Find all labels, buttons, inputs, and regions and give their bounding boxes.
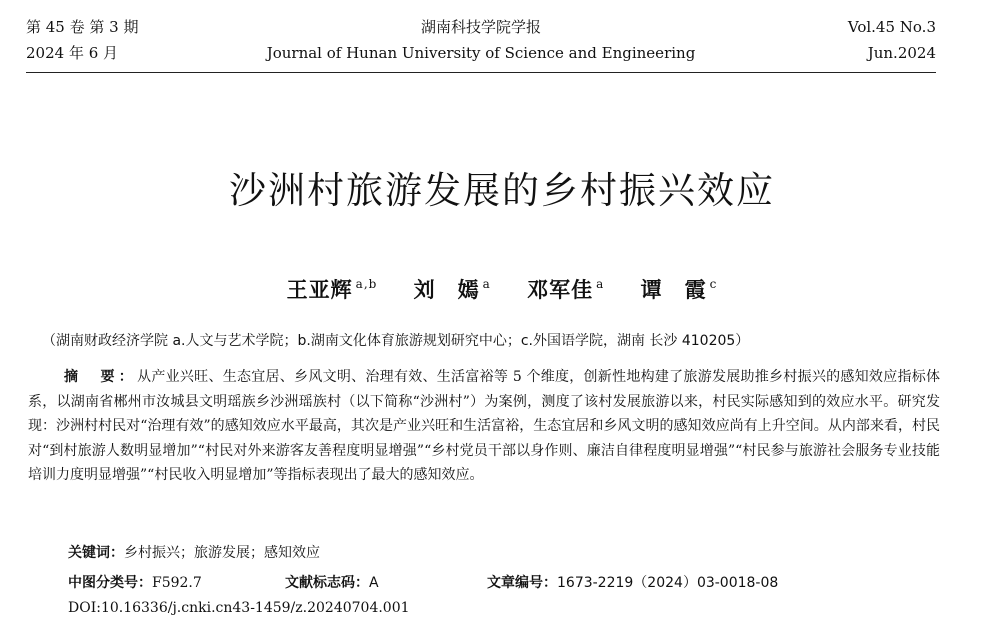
- abstract-text: 从产业兴旺、生态宜居、乡风文明、治理有效、生活富裕等 5 个维度，创新性地构建了旅游发展助推乡村振兴的感知效应指标体系，以湖南省郴州市汝城县文明瑶族乡沙洲瑶族村（以下简称“沙洲村”）为案例，测度了该村发展旅游以来，村民实际感知到的效应水平。研究发现：沙洲村村民对“治理有效”的感知效应水平最高，其次是产业兴旺和生活富裕，生态宜居和乡风文明的感知效应尚有上升空间。从内部来看，村民对“到村旅游人数明显增加”“村民对外来游客友善程度明显增强”“乡村党员干部以身作则、廉洁自律程度明显增强”“村民参与旅游社会服务专业技能培训力度明显增强”“村民收入明显增加”等指标表现出了最大的感知效应。: [28, 369, 941, 484]
- author: [527, 277, 604, 302]
- journal-header: [26, 14, 936, 72]
- journal-name-cn: 湖南科技学院学报: [420, 18, 541, 36]
- author-affiliation-mark: a,b: [355, 277, 378, 291]
- author-affiliation-mark: a: [596, 277, 605, 291]
- publication-date-en: Jun.2024: [867, 44, 936, 62]
- article-number: [487, 572, 778, 592]
- author-name: 邓军佳: [527, 277, 594, 302]
- article-number-value: 1673-2219（2024）03-0018-08: [557, 575, 779, 591]
- document-code: [285, 572, 379, 592]
- paper-title: 沙洲村旅游发展的乡村振兴效应: [229, 169, 775, 212]
- clc-value: F592.7: [152, 575, 202, 591]
- affiliation: （湖南财政经济学院 a.人文与艺术学院；b.湖南文化体育旅游规划研究中心；c.外国语学院，湖南 长沙 410205）: [42, 333, 750, 349]
- author: [414, 277, 491, 302]
- header-row-1: [26, 14, 936, 40]
- header-rule: [26, 72, 936, 73]
- abstract-label: 摘 要：: [64, 369, 138, 385]
- keywords-label: 关键词：: [68, 545, 124, 561]
- author-name: 谭 霞: [640, 277, 707, 302]
- doi: DOI:10.16336/j.cnki.cn43-1459/z.20240704.001: [68, 600, 410, 616]
- publication-date-cn: 2024 年 6 月: [26, 44, 119, 62]
- author: [287, 277, 378, 302]
- header-row-2: [26, 40, 936, 66]
- clc-label: 中图分类号：: [68, 575, 152, 591]
- clc-number: [68, 572, 202, 592]
- article-number-label: 文章编号：: [487, 575, 557, 591]
- volume-issue: 第 45 卷 第 3 期: [26, 18, 139, 36]
- keywords: [68, 542, 320, 562]
- keywords-text: 乡村振兴；旅游发展；感知效应: [124, 545, 320, 561]
- author: [641, 277, 718, 302]
- author-name: 王亚辉: [286, 277, 353, 302]
- author-name: 刘 嫣: [413, 277, 480, 302]
- author-list: [0, 274, 1004, 304]
- document-code-value: A: [369, 575, 379, 591]
- journal-name-en: Journal of Hunan University of Science and Engineering: [266, 44, 696, 62]
- abstract: [28, 365, 940, 488]
- author-affiliation-mark: a: [482, 277, 491, 291]
- document-code-label: 文献标志码：: [285, 575, 369, 591]
- volume-issue-en: Vol.45 No.3: [847, 18, 936, 36]
- author-affiliation-mark: c: [709, 277, 718, 291]
